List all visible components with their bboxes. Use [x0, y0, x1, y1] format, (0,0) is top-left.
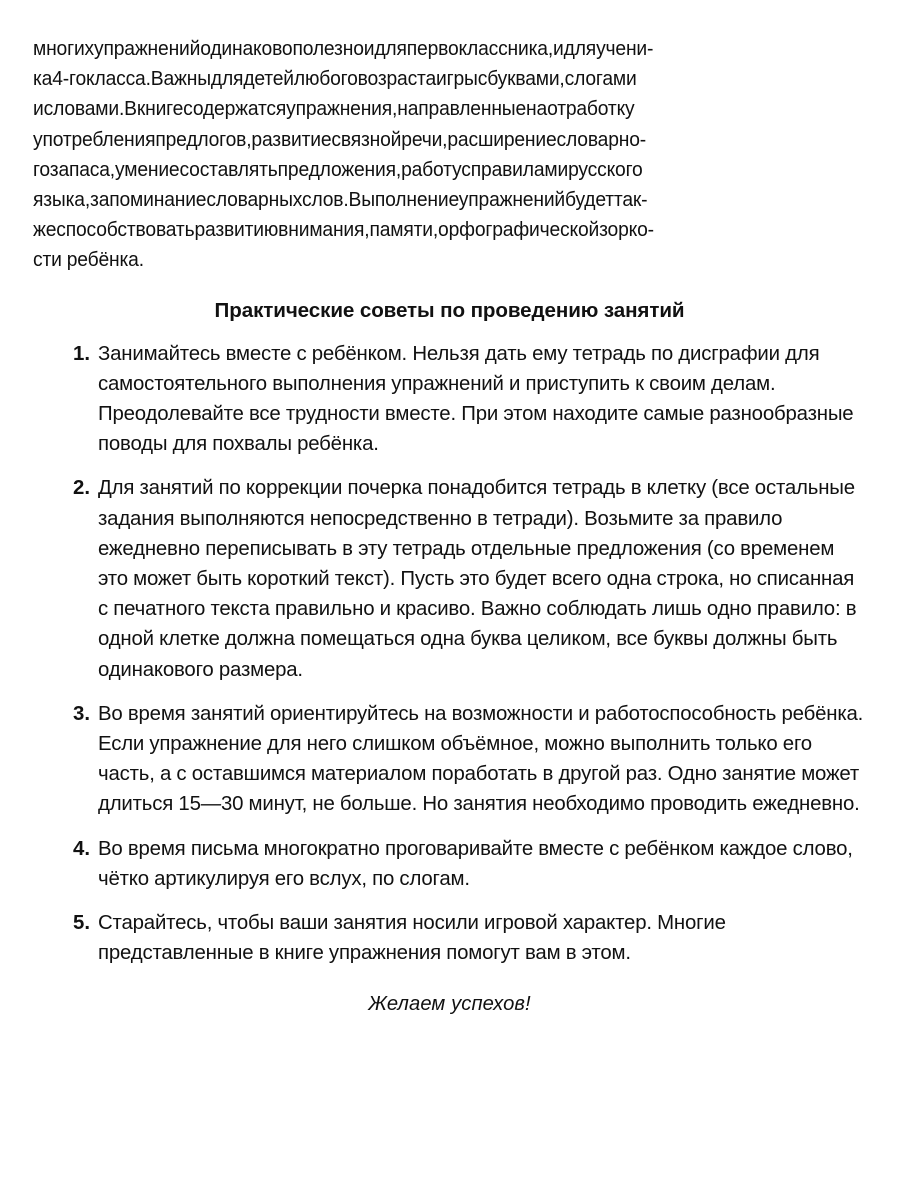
list-item	[33, 339, 866, 460]
list-item	[33, 699, 866, 820]
closing-line: Желаем успехов!	[368, 993, 531, 1016]
intro-line: употребленияпредлогов,развитиесвязнойречи,расширениесловарно-	[33, 128, 647, 151]
list-item	[33, 908, 866, 968]
intro-paragraph	[33, 34, 866, 276]
intro-line: многихупражненийодинаковополезноидляпервоклассника,идляучени-	[33, 38, 654, 60]
intro-line: гозапаса,умениесоставлятьпредложения,работусправиламирусского	[33, 158, 643, 181]
intro-line: исловами.Вкнигесодержатсяупражнения,направленныенаотработку	[33, 98, 635, 121]
list-item-number: 3.	[72, 702, 90, 725]
list-item-text: Во время занятий ориентируйтесь на возможности и работоспособность ребёнка. Если упражнение для него слишком объёмное, можно выполнить только его часть, а с оставшимся материалом поработать в другой раз. Одно занятие может длиться 15—30 минут, не больше. Но занятия необходимо проводить ежедневно.	[98, 702, 864, 816]
section-heading: Практические советы по проведению занятий	[214, 298, 685, 322]
list-item	[33, 473, 866, 684]
advice-list	[33, 339, 866, 969]
list-item-text: Для занятий по коррекции почерка понадобится тетрадь в клетку (все остальные задания выполняются непосредственно в тетради). Возьмите за правило ежедневно переписывать в эту тетрадь отдельные предложения (со временем это может быть короткий текст). Пусть это будет всего одна строка, но списанная с печатного текста правильно и красиво. Важно соблюдать лишь одно правило: в одной клетке должна помещаться одна буква целиком, все буквы должны быть одинакового размера.	[98, 477, 857, 681]
intro-line: жеспособствоватьразвитиювнимания,памяти,орфографическойзорко-	[33, 219, 654, 242]
list-item-number: 5.	[72, 912, 90, 935]
list-item-text: Занимайтесь вместе с ребёнком. Нельзя дать ему тетрадь по дисграфии для самостоятельного выполнения упражнений и приступить к своим делам. Преодолевайте все трудности вместе. При этом находите самые разнообразные поводы для похвалы ребёнка.	[98, 342, 854, 456]
list-item-number: 2.	[72, 477, 90, 500]
intro-line: сти ребёнка.	[33, 249, 144, 272]
list-item-number: 4.	[72, 837, 90, 860]
list-item-text: Во время письма многократно проговаривайте вместе с ребёнком каждое слово, чётко артикулируя его вслух, по слогам.	[98, 837, 853, 890]
list-item	[33, 834, 866, 894]
list-item-text: Старайтесь, чтобы ваши занятия носили игровой характер. Многие представленные в книге упражнения помогут вам в этом.	[98, 912, 726, 965]
list-item-number: 1.	[72, 342, 90, 365]
intro-line: языка,запоминаниесловарныхслов.Выполнениеупражненийбудеттак-	[33, 189, 648, 212]
intro-line: ка4-гокласса.Важныдлядетейлюбоговозрастаигрысбуквами,слогами	[33, 68, 637, 91]
